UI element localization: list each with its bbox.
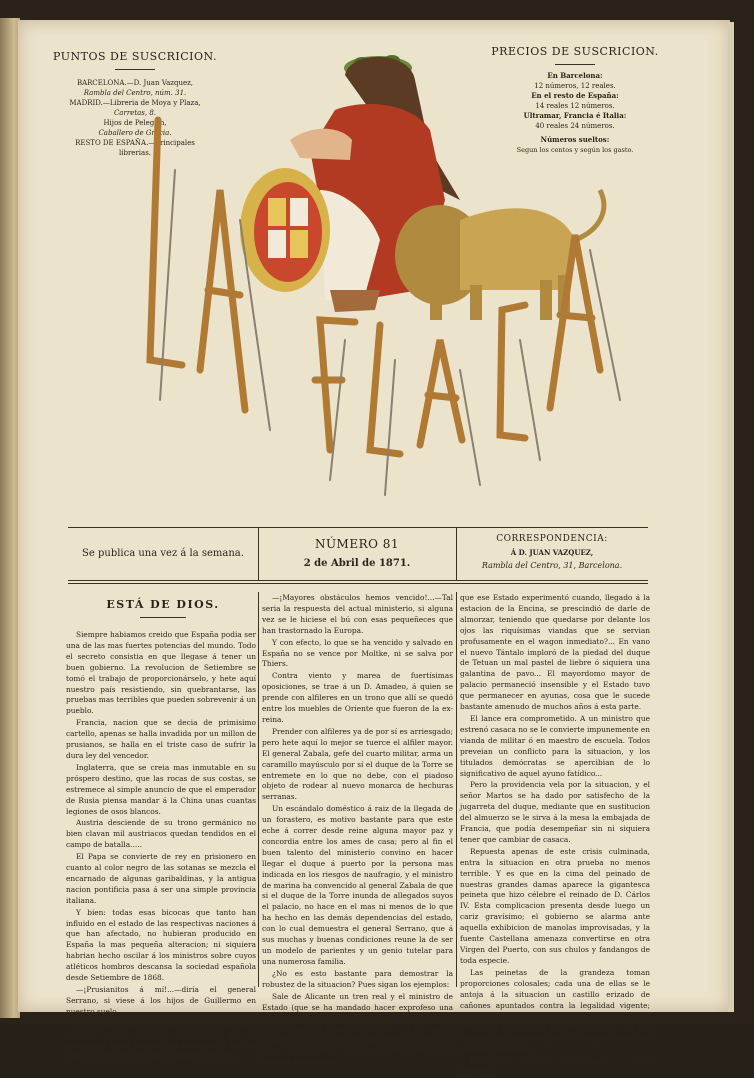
issue-date: 2 de Abril de 1871.	[303, 558, 411, 569]
left-header-line: Caballero de Gracia.	[98, 129, 172, 137]
article-paragraph: Prender con alfileres ya de por sí es arriesgado; pero hete aquí lo mejor se tuerce el alfiler mayor. El general Zabala, gefe del cuarto militar, arma un caramillo mayúsculo por sí el duque de la Torre se entremete en lo que no debe, con el piadoso objeto de rodear al nuevo monarca de hechuras serranas.	[262, 726, 453, 802]
article-column-1	[66, 630, 256, 1061]
article-paragraph: Francia, nacion que se decia de primisimo cartello, apenas se halla invadida por un millon de prusianos, se halla en el triste caso de sufrir la dura ley del vencedor.	[66, 718, 256, 760]
article-title: ESTÁ DE DIOS.	[106, 598, 220, 611]
article-paragraph: El lance era comprometido. A un ministro que estrenó casaca no se le convierte impunemente en vianda de militar ó en maestro de escuela. Todos preveian un conflicto para la situacion, y los titulados demócratas se apercibian de lo significativo de aquel ayuno fatídico...	[460, 713, 650, 778]
coat-of-arms-shield	[240, 168, 330, 292]
article-paragraph: El Papa se convierte de rey en prisionero en cuanto al color negro de las sotanas se mezcla el encarnado de algunas garibaldinas, y la antigua nacion pontificia pasa á ser una simple provincia italiana.	[66, 852, 256, 905]
correspondence-title: CORRESPONDENCIA:	[496, 534, 608, 544]
article-paragraph: Siempre habiamos creido que España podia ser una de las mas fuertes potencias del mundo. Todo el secreto consistia en que llegase á tener un buen gobierno. La revolucion de Setiembre se tomó el trabajo de proporcionárselo, y hete aquí nuestro país resistiendo, sin quebrantarse, las pruebas mas terribles que pueden sobrevenir á un pueblo.	[66, 630, 256, 716]
article-column-3	[460, 593, 650, 1076]
right-header-line: Números sueltos:	[540, 135, 610, 144]
correspondence-address: Rambla del Centro, 31, Barcelona.	[481, 561, 623, 570]
left-header-line: Rambla del Centro, núm. 31.	[83, 89, 187, 97]
page-edge	[728, 22, 734, 1012]
left-header-line: Hijos de Pelegrin,	[103, 119, 167, 127]
info-bar-bottom-rule-2	[68, 583, 648, 584]
article-paragraph: Contra viento y marea de fuertísimas oposiciones, se trae á un D. Amadeo, á quien se prende con alfileres en un trono que allí se quedó entre los muebles de Oriente que fueron de la ex-reina.	[262, 671, 453, 724]
article-column-2	[262, 593, 453, 1067]
article-paragraph: Sale de Alicante un tren real y el ministro de Estado (que se ha mandado hacer exprofeso una casaca nueva) es acomodado en un wagon, que no se precisamente ocupado por los reyes. Relegar el Estado á un coche de segundo orden, no debió de ser muy lisongero para el Sr. Martos; pero ¿cuál no seria la sacudida	[262, 991, 453, 1067]
article-paragraph: Un escándalo doméstico á raiz de la llegada de un forastero, es motivo bastante para que este eche á correr desde reine alguna mayor paz y concordia entre los ames de casa; pero al fin el buen talento del ministerio convino en hacer llegar el duque á puerto por la persona mas indicada en los riesgos de naufragio, y el ministro de marina ha convencido al general Zabala de que si el duque de la Torre inunda de allegados suyos el palacio, no hace en el mas ni menos de lo que ha hecho en las demás dependencias del estado, con lo cual demuestra el general Serrano, que á sus muchas y buenas condiciones reune la de ser un modelo de parientes y un genio tutelar para una numerosa familia.	[262, 804, 453, 966]
right-header-line: Ultramar, Francia é Italia:	[523, 111, 627, 120]
article-paragraph: Las peinetas de la grandeza toman proporciones colosales; cada una de ellas se le antoja á la situacion un castillo erizado de cañones apuntados contra la legalidad vigente; todo tiembla, todo amenaza desplomarse... A una señora no se la puede remitir á las Baleares por trámites de justicia, por el simple delito de anticuar su tocado...	[460, 967, 650, 1054]
weekly-notice: Se publica una vez á la semana.	[82, 548, 244, 559]
left-header-line: BARCELONA.—D. Juan Vazquez,	[76, 79, 194, 87]
article-title-rule	[140, 617, 186, 618]
right-header-title: PRECIOS DE SUSCRICION.	[491, 45, 659, 58]
right-header-line: 12 números, 12 reales.	[534, 82, 616, 90]
article-paragraph: Y con efecto, lo que se ha vencido y salvado en España no se vence por Moltke, ni se salva por Thiers.	[262, 637, 453, 669]
info-bar-bottom-rule	[68, 580, 648, 581]
right-header-line: En Barcelona:	[547, 71, 603, 80]
article-paragraph: Austria desciende de su trono germánico no bien clavan mil austriacos quedan tendidos en el campo de batalla.....	[66, 818, 256, 850]
left-header-line: RESTO DE ESPAÑA.—Principales	[75, 139, 195, 147]
article-paragraph: Repuesta apenas de este crisis culminada, entra la situacion en otra prueba no menos terrible. Y es que en la cima del peinado de nuestras grandes damas aparece la gigantesca peineta que hizo célebre el reinado de D. Cárlos IV. Esta complicacion presenta desde luego un cariz gravísimo; el gobierno se alarma ante aquella exhibicion de manolas improvisadas, y la fuente Castellana amenaza convertirse en otra Virgen del Puerto, con sus chulos y fandangos de toda especie.	[460, 846, 650, 965]
left-header-line: librerias.	[118, 149, 152, 157]
article-paragraph: —¡Mayores obstáculos hemos vencido!...—Tal seria la respuesta del actual ministerio, si alguna vez se le hiciese el bú con esas pequeñeces que han trastornado la Europa.	[262, 593, 453, 635]
masthead-illustration	[130, 40, 630, 510]
right-header-line: 40 reales 24 números.	[535, 122, 615, 130]
info-bar-top-rule	[68, 527, 648, 528]
info-bar-divider	[258, 527, 259, 580]
left-header-title: PUNTOS DE SUSCRICION.	[53, 50, 217, 63]
left-header-line: Carretas, 8.	[113, 109, 157, 117]
column-divider	[258, 592, 259, 987]
article-paragraph: ¿No es esto bastante para demostrar la robustez de la situacion? Pues sigan los ejemplos:	[262, 968, 453, 989]
right-header-line: En el resto de España:	[531, 91, 619, 100]
issue-number: NÚMERO 81	[314, 537, 400, 551]
article-paragraph: Y bien: todas esas bicocas que tanto han influido en el estado de las respectivas naciones á que han afectado, no hubieran producido en España la mas pequeña alteracion; ni siquiera habrian hecho oscilar á los ministros sobre cuyos atléticos hombros descansa la sociedad española desde Setiembre de 1868.	[66, 907, 256, 983]
article-paragraph: —¡Conflictos internacionales á mí personilla!...—esclamaría D. Cristino si supiese que el presidente Grant pensase en atravesar la Isla de Cuba con los ejércitos de los Estados Unidos.	[66, 1018, 256, 1061]
article-paragraph: que ese Estado experimentó cuando, llegado á la estacion de la Encina, se prescindió de darle de almorzar, teniendo que quedarse por delante los ojos las riquísimas viandas que se servian profusamente en el wagon inmediato?... En vano el nuevo Tántalo imploró de la piedad del duque de Tetuan un mal pastel de liebre ó siquiera una galantina de pavo... El mayordomo mayor de palacio permaneció insensible y el Estado tuvo que permanecer en ayunas, cosa que le sucede bastante amenudo de muchos años á esta parte.	[460, 593, 650, 712]
right-header-line: Segun los centos y según los gasto.	[516, 146, 634, 154]
article-paragraph: —¡Prusianitos á mí!...—diría el general Serrano, si viese á los hijos de Guillermo en nuestro suelo.	[66, 985, 256, 1016]
article-paragraph: Inglaterra, que se creia mas inmutable en su próspero destino, que las rocas de sus costas, se estremece al simple anuncio de que el emperador de Rusia piensa mandar á la China unas cuantas legiones de osos blancos.	[66, 762, 256, 816]
article-paragraph: Pero la providencia vela por la situacion, y el señor Martos se ha dado por satisfecho de la jugarreta del duque, mediante que en sustitucion del almuerzo se le sirva á la mesa la embajada de Francia, que podía desempeñar sin ni siquiera tener que cambiar de casaca.	[460, 780, 650, 844]
left-header-line: MADRID.—Libreria de Moya y Plaza,	[69, 99, 201, 107]
right-header-line: 14 reales 12 números.	[535, 102, 615, 110]
column-divider	[456, 592, 457, 987]
book-spine	[0, 18, 20, 1018]
article-paragraph: El ministerio se declaró impotente para conjurar	[460, 1056, 650, 1076]
correspondence-name: Á D. JUAN VAZQUEZ,	[510, 548, 594, 557]
